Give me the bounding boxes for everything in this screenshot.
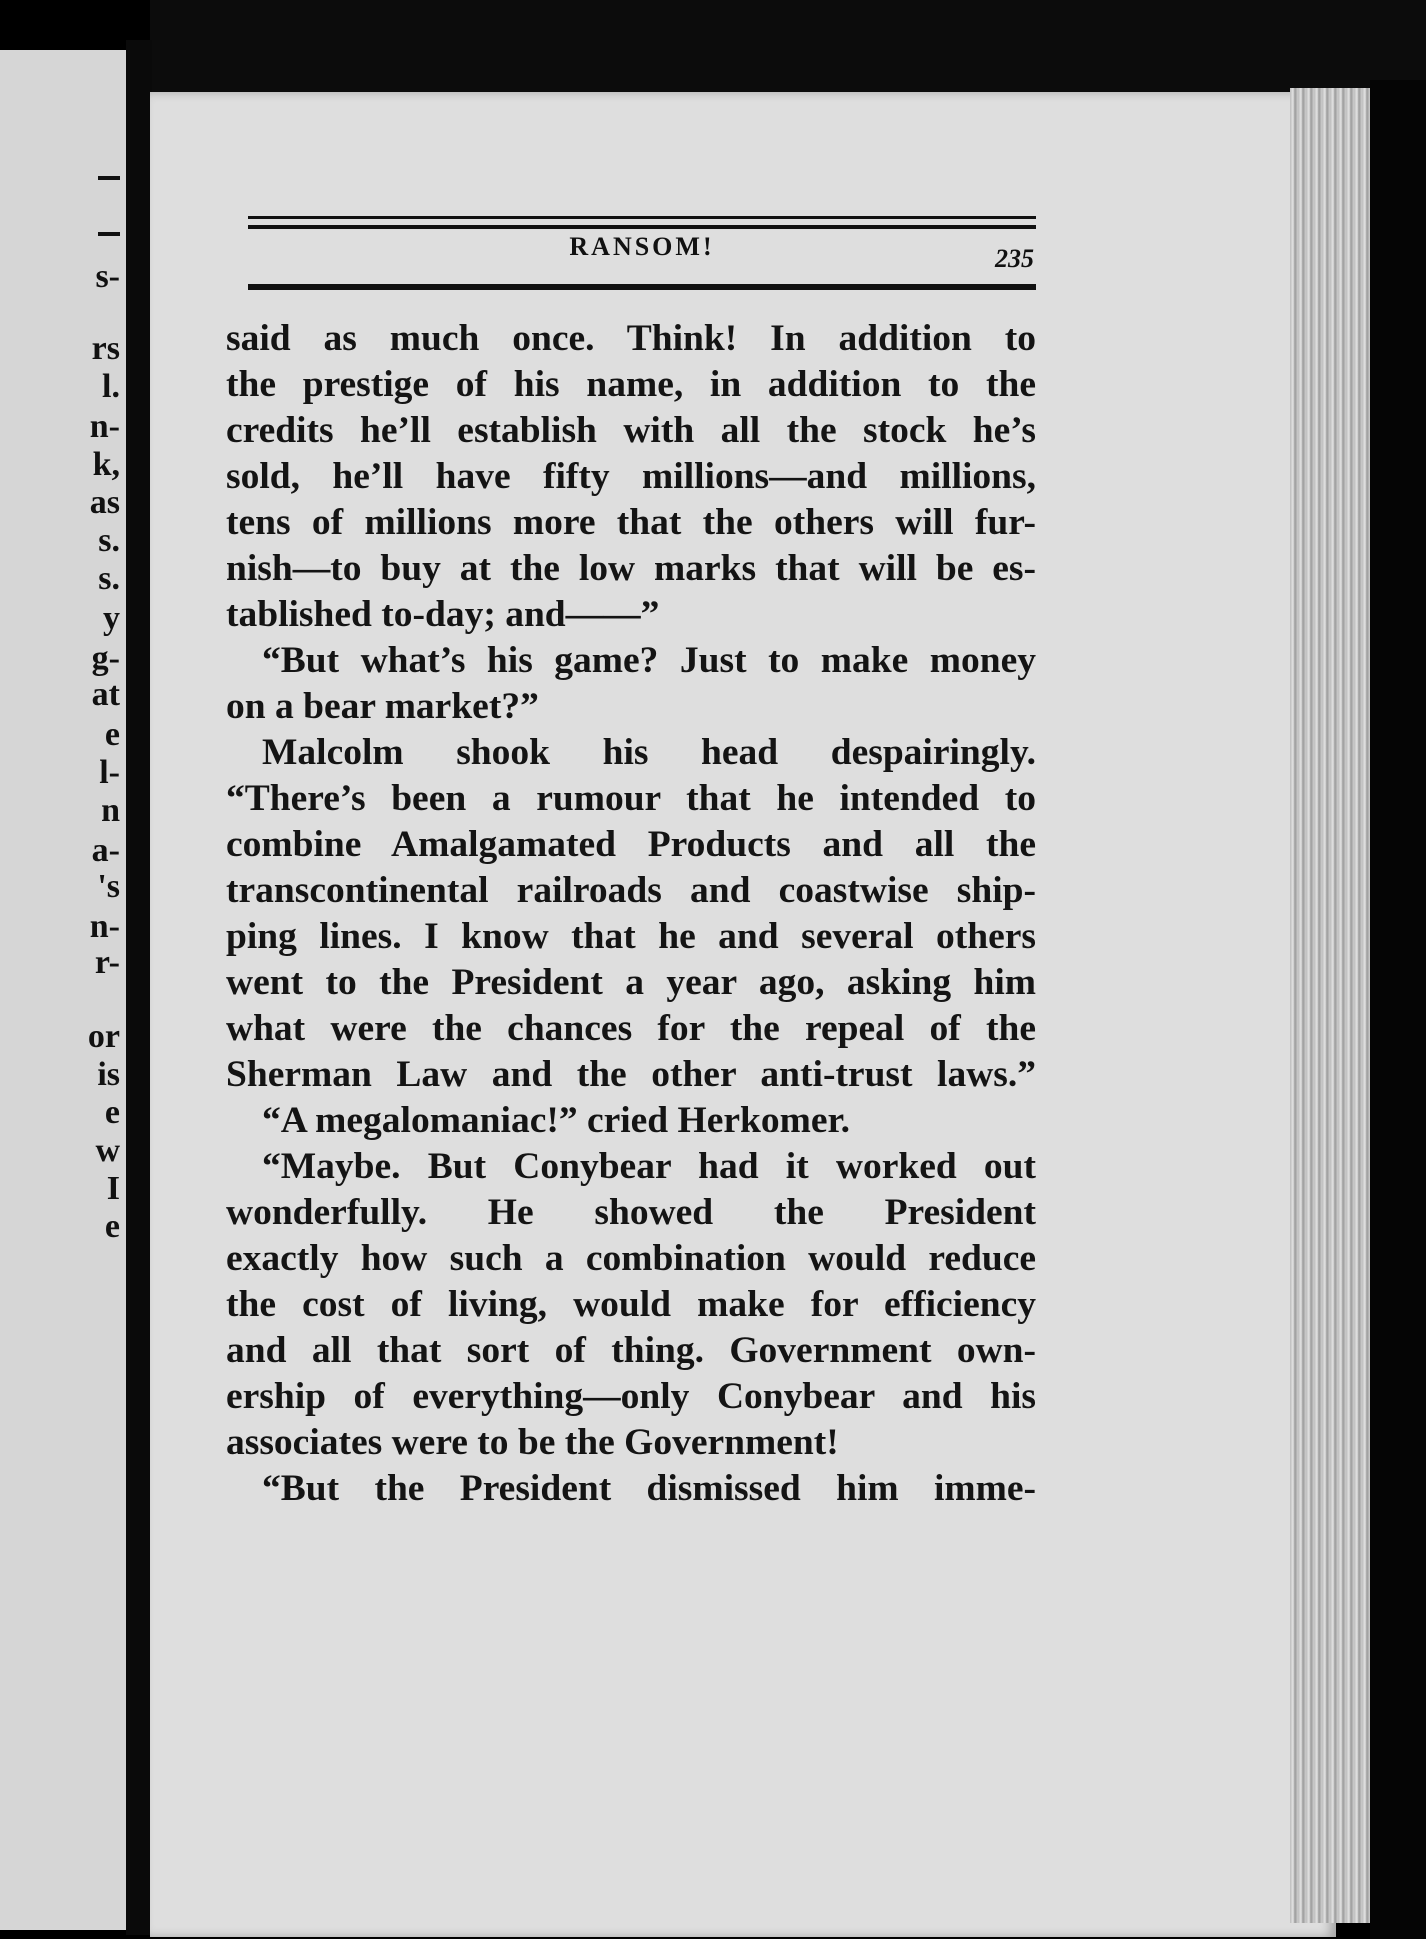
- text-line: the cost of living, would make for efficiency: [226, 1284, 1036, 1325]
- header-rule: [248, 225, 1036, 229]
- text-line: combine Amalgamated Products and all the: [226, 824, 1036, 865]
- running-head: RANSOM!: [569, 232, 715, 261]
- facing-page-fragment: rs: [91, 330, 120, 367]
- text-line: Sherman Law and the other anti-trust laws.”: [226, 1054, 1036, 1095]
- facing-page-fragment: l-: [99, 754, 120, 791]
- page-header: [248, 208, 1036, 298]
- text-line: ping lines. I know that he and several others: [226, 916, 1036, 957]
- facing-page-fragment: n-: [89, 408, 120, 445]
- text-line: on a bear market?”: [226, 686, 539, 727]
- text-line: “A megalomaniac!” cried Herkomer.: [262, 1100, 851, 1141]
- facing-page-fragment: s.: [98, 560, 120, 597]
- facing-page-fragment: s-: [95, 258, 120, 295]
- facing-page-fragment: as: [89, 484, 120, 521]
- header-rule: [248, 284, 1036, 290]
- facing-page-rule: [98, 232, 120, 236]
- facing-page-fragment: w: [95, 1132, 120, 1169]
- facing-page-fragment: e: [104, 716, 120, 753]
- text-line: wonderfully. He showed the President: [226, 1192, 1036, 1233]
- text-line: transcontinental railroads and coastwise ship-: [226, 870, 1036, 911]
- text-line: exactly how such a combination would reduce: [226, 1238, 1036, 1279]
- facing-page-fragment: k,: [92, 446, 120, 483]
- facing-page-fragment: g-: [91, 640, 120, 677]
- text-line: “But the President dismissed him imme-: [262, 1468, 1036, 1509]
- text-line: ership of everything—only Conybear and his: [226, 1376, 1036, 1417]
- text-line: sold, he’ll have fifty millions—and millions,: [226, 456, 1036, 497]
- header-rule: [248, 216, 1036, 219]
- text-line: associates were to be the Government!: [226, 1422, 839, 1463]
- facing-page-rule: [98, 176, 120, 180]
- page-stack-edge: [1290, 88, 1370, 1923]
- text-line: the prestige of his name, in addition to the: [226, 364, 1036, 405]
- facing-page-fragment: e: [104, 1208, 120, 1245]
- text-line: what were the chances for the repeal of the: [226, 1008, 1036, 1049]
- facing-page-fragment: a-: [91, 832, 120, 869]
- text-line: tens of millions more that the others will fur-: [226, 502, 1036, 543]
- facing-page-fragment: I: [106, 1170, 120, 1207]
- facing-page-fragment: 's: [97, 868, 120, 905]
- facing-page: [0, 50, 132, 1930]
- page-number: 235: [995, 244, 1034, 273]
- text-line: Malcolm shook his head despairingly.: [262, 732, 1036, 773]
- body-text: [226, 316, 1036, 1512]
- text-line: “But what’s his game? Just to make money: [262, 640, 1036, 681]
- book-gutter: [126, 40, 152, 1935]
- scan-background: [150, 0, 1426, 92]
- facing-page-fragment: e: [104, 1094, 120, 1131]
- text-line: nish—to buy at the low marks that will be es-: [226, 548, 1036, 589]
- facing-page-fragment: is: [97, 1056, 120, 1093]
- text-line: said as much once. Think! In addition to: [226, 318, 1036, 359]
- text-line: tablished to-day; and——”: [226, 594, 660, 635]
- facing-page-fragment: y: [103, 600, 120, 637]
- text-line: “Maybe. But Conybear had it worked out: [262, 1146, 1036, 1187]
- facing-page-fragment: r-: [94, 944, 120, 981]
- facing-page-fragment: at: [91, 676, 120, 713]
- facing-page-fragment: or: [87, 1018, 120, 1055]
- text-line: and all that sort of thing. Government own-: [226, 1330, 1036, 1371]
- text-line: credits he’ll establish with all the stock he’s: [226, 410, 1036, 451]
- text-line: went to the President a year ago, asking him: [226, 962, 1036, 1003]
- text-line: “There’s been a rumour that he intended to: [226, 778, 1036, 819]
- facing-page-fragment: n: [101, 792, 120, 829]
- facing-page-fragment: s.: [98, 522, 120, 559]
- facing-page-fragment: n-: [89, 908, 120, 945]
- scan-background: [1370, 80, 1426, 1939]
- facing-page-fragment: l.: [102, 368, 120, 405]
